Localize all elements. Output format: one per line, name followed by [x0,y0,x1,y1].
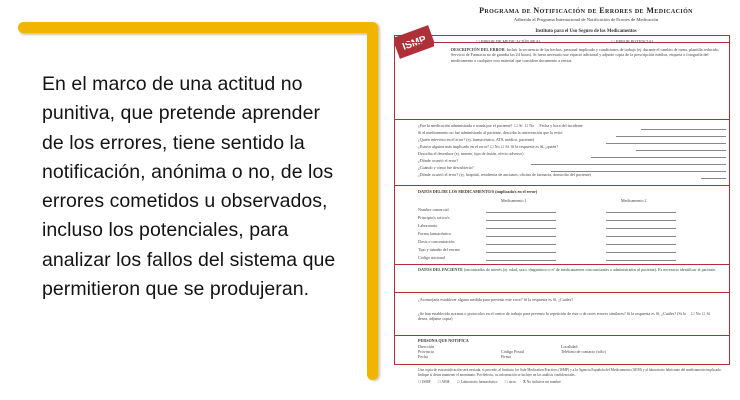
notifier-field: Localidad [561,344,578,349]
quote-line: errores cometidos u observados, [42,190,328,213]
answer-line [606,228,676,229]
q-describe-label: Describa el desenlace (ej. muerte, tipo de lesión, efecto adverso) [418,151,524,156]
description-paragraph: DESCRIPCIÓN DEL ERROR. Incluir la secuencia de los hechos, personal implicado y condiciones de trabajo (ej. durante el cambio de turno, plantilla reducida, Servicio de Farmacia no de guardia las 24 horas). Si fuera necesario use espacio adicional y adjunte copia de la prescripción médica, etiqueta o fotografía del medicamento o cualquier otro material que considere documento a enviar. [451,47,719,63]
form-rule [394,335,730,336]
q-reached-label: ¿Fue la medicación administrada o usada por el paciente? ☐ Sí ☐ No Fecha y hora del incidente [418,123,583,128]
answer-line [636,150,726,151]
form-subtitle: Adherido al Programa Internacional de Notificación de Errores de Medicación [513,17,659,22]
answer-line [641,129,726,130]
notifier-heading: PERSONA QUE NOTIFICA [418,338,469,343]
answer-line [701,178,726,179]
bracket-top-bar [18,22,376,33]
q-when-label: ¿Cuándo y cómo fue descubierto? [418,165,474,170]
quote-line: punitiva, que pretende aprender [42,102,321,125]
check-real-error: ☐ ERROR DE MEDICACIÓN REAL [476,39,542,44]
answer-line [486,212,556,213]
answer-line [486,236,556,237]
notifier-field: Firma [501,354,511,359]
form-rule [394,119,730,120]
answer-line [606,212,676,213]
check-potential-error: ☐ ERROR POTENCIAL [611,39,655,44]
notifier-field: Dirección [418,344,435,349]
notifier-field: Teléfono de contacto (sólo) [561,349,606,354]
form-institute: Instituto para el Uso Seguro de los Medicamentos [535,29,637,34]
answer-line [486,260,556,261]
meds-heading: DATOS DEL/DE LOS MEDICAMENTO/S (implicado/s en el error) [418,189,538,194]
med-field-label: Forma farmacéutica [418,231,451,236]
answer-line [486,220,556,221]
answer-line [606,143,726,144]
med-field-label: Laboratorio [418,223,438,228]
quote-line: notificación, anónima o no, de los [42,160,334,183]
answer-line [486,252,556,253]
quote-line: de los errores, tiene sentido la [42,131,305,154]
quote-line: analizar los fallos del sistema que [42,248,336,271]
form-title: Programa de Notificación de Errores de Medicación [479,6,693,15]
q-setting-label: ¿Dónde ocurrió el error? (ej. hospital, residencia de ancianos, oficina de farmacia, domicilio del paciente) [418,172,591,177]
q-send-options: ☐ No ☐ Sí [691,311,710,316]
form-rule [394,264,730,265]
q-other-label: ¿Estuvo alguien más implicado en el error? ☐ No ☐ Sí. Si la respuesta es Sí, ¿quién? [418,144,559,149]
footer-options: ☐ ISMP ☐ AEM ☐ Laboratorio farmacéutico ☐ otros X No incluirse mi nombre [418,380,561,384]
notifier-field: Provincia [418,349,434,354]
med-field-label: Nombre comercial [418,207,449,212]
answer-line [551,171,726,172]
form-rule [394,185,730,186]
answer-line [606,244,676,245]
answer-line [531,164,726,165]
answer-line [606,260,676,261]
answer-line [486,244,556,245]
med-field-label: Código nacional [418,255,445,260]
notifier-field: Código Postal [501,349,525,354]
quote-line: incluso los potenciales, para [42,219,289,242]
med-field-label: Principio/s activo/s [418,215,450,220]
answer-line [616,136,726,137]
med-field-label: Tipo y tamaño del envase [418,247,460,252]
q-send-label: ¿Se han establecido normas o protocolos en el centro de trabajo para prevenir la repetición de éste o de otros errores similares? Si la respuesta es Sí, ¿Cuáles? (Si lo desea, adjunte copia) [418,311,687,322]
form-rule [394,42,730,43]
q-who-label: ¿Quién intervino en el error? (ej. farmacéutico, ATS, médico, paciente) [418,137,535,142]
q-outcome-label: Si el medicamento no fue administrado al paciente, describa la intervención que lo evitó [418,130,563,135]
svg-text:ISMP: ISMP [401,34,428,53]
answer-line [606,236,676,237]
answer-line [591,157,726,158]
notifier-field: Fecha [418,354,428,359]
quote-line: En el marco de una actitud no [42,73,303,95]
med-field-label: Dosis o concentración [418,239,455,244]
bracket-side-bar [367,22,378,380]
form-rule [394,292,730,293]
answer-line [486,228,556,229]
med2-header: Medicamento 2 [621,198,647,203]
answer-line [606,220,676,221]
quote-line: permitieron que se produjeran. [42,278,310,301]
patient-paragraph: DATOS DEL PACIENTE (encontrados de interés (ej. edad, sexo, diagnóstico o nº de medicamentos concomitantes o administrados al paciente). Es necesario identificar al paciente. [418,267,717,272]
answer-line [606,252,676,253]
q-where-label: ¿Dónde ocurrió el error? [418,158,459,163]
notification-form-image [391,2,733,398]
med1-header: Medicamento 1 [501,198,527,203]
footer-paragraph: Una copia de esta notificación será enviada, si procede, al Instituto for Safe Medication Practices (ISMP) y a la Agencia Española del Medicamento (AEM) y al laboratorio fabricante del medicamento implicado. Indique si desea mantener el anonimato. Por defecto, su información se incluye en los análisis confidenciales. [418,368,722,377]
q-recommend-label: ¿Aconsejaría establecer alguna medida para prevenir este error? Si la respuesta es Sí, ¿Cuáles? [418,297,574,302]
quote-text-block [42,70,360,304]
